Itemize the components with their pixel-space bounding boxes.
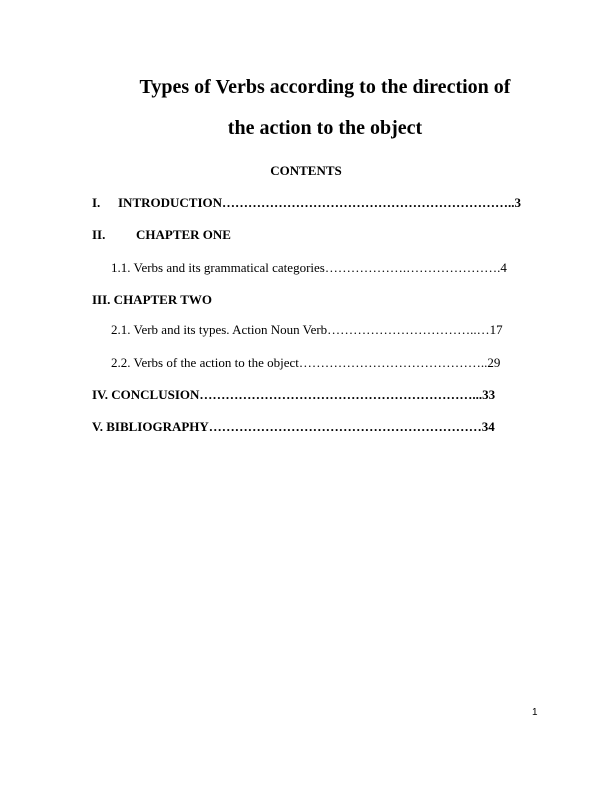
toc-section-2-1: 2.1. Verb and its types. Action Noun Verb……………………………..…17	[111, 322, 503, 337]
toc-introduction: INTRODUCTION…………………………………………………………..3	[118, 195, 522, 210]
page-number: 1	[532, 707, 538, 718]
document-title-line-2: the action to the object	[227, 117, 423, 139]
toc-introduction-number: I.	[92, 195, 101, 210]
toc-section-1-1: 1.1. Verbs and its grammatical categories……………….………………….4	[111, 260, 507, 275]
toc-bibliography: V. BIBLIOGRAPHY………………………………………………………34	[92, 419, 495, 434]
toc-section-2-2: 2.2. Verbs of the action to the object……………………………………..29	[111, 355, 501, 370]
contents-heading: CONTENTS	[270, 163, 342, 178]
toc-conclusion: IV. CONCLUSION………………………………………………………...33	[92, 387, 496, 402]
toc-chapter-two: III. CHAPTER TWO	[92, 292, 213, 307]
toc-chapter-one-number: II.	[92, 227, 106, 242]
document-title-line-1: Types of Verbs according to the direction of	[139, 76, 511, 98]
toc-chapter-one: CHAPTER ONE	[136, 227, 231, 242]
